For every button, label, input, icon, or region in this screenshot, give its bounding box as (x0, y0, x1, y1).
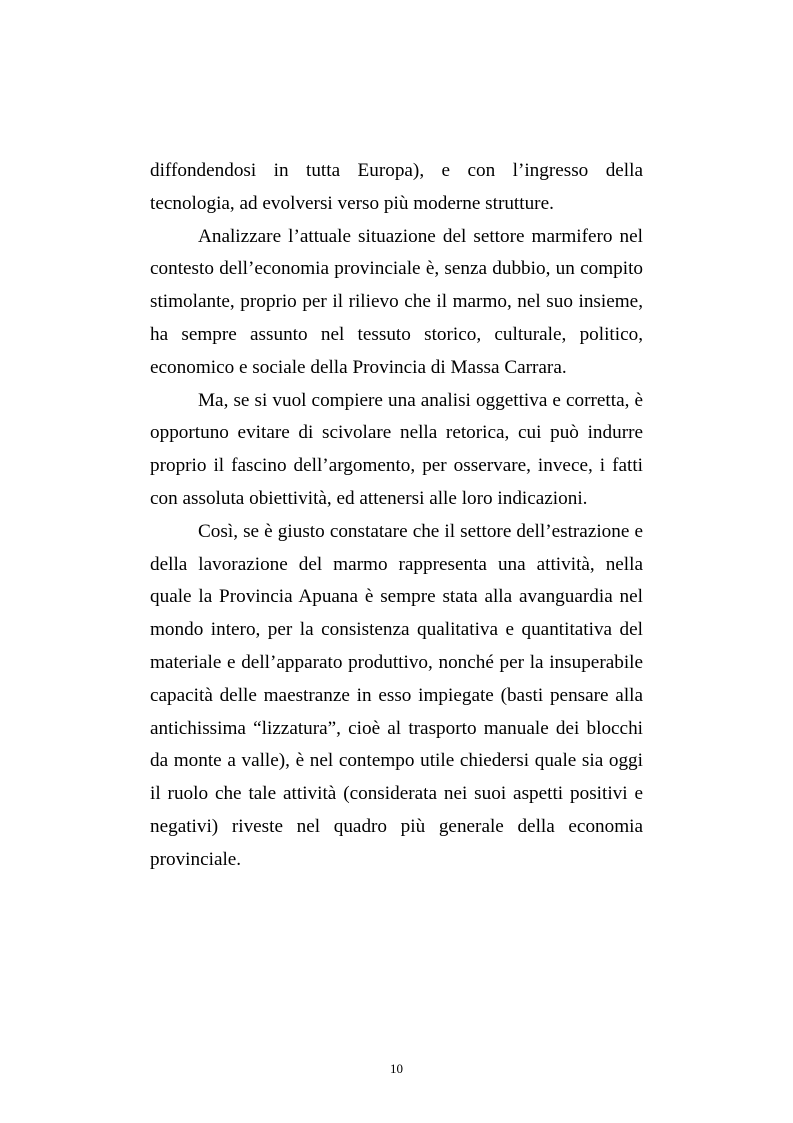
paragraph-continuation: diffondendosi in tutta Europa), e con l’ingresso della tecnologia, ad evolversi verso più moderne strutture. (150, 160, 643, 214)
paragraph-marble-sector: Così, se è giusto constatare che il settore dell’estrazione e della lavorazione del marmo rappresenta una attività, nella quale la Provincia Apuana è sempre stata alla avanguardia nel mondo intero, per la consistenza qualitativa e quantitativa del materiale e dell’apparato produttivo, nonché per la insuperabile capacità delle maestranze in esso impiegate (basti pensare alla antichissima “lizzatura”, cioè al trasporto manuale dei blocchi da monte a valle), è nel contempo utile chiedersi quale sia oggi il ruolo che tale attività (considerata nei suoi aspetti positivi e negativi) riveste nel quadro più generale della economia provinciale. (150, 520, 643, 870)
page-number: 10 (390, 1061, 403, 1076)
paragraph-analysis-intro: Analizzare l’attuale situazione del settore marmifero nel contesto dell’economia provinciale è, senza dubbio, un compito stimolante, proprio per il rilievo che il marmo, nel suo insieme, ha sempre assunto nel tessuto storico, culturale, politico, economico e sociale della Provincia di Massa Carrara. (150, 225, 643, 378)
body-text (150, 155, 643, 877)
paragraph-objectivity: Ma, se si vuol compiere una analisi oggettiva e corretta, è opportuno evitare di scivolare nella retorica, cui può indurre proprio il fascino dell’argomento, per osservare, invece, i fatti con assoluta obiettività, ed attenersi alle loro indicazioni. (150, 389, 643, 509)
